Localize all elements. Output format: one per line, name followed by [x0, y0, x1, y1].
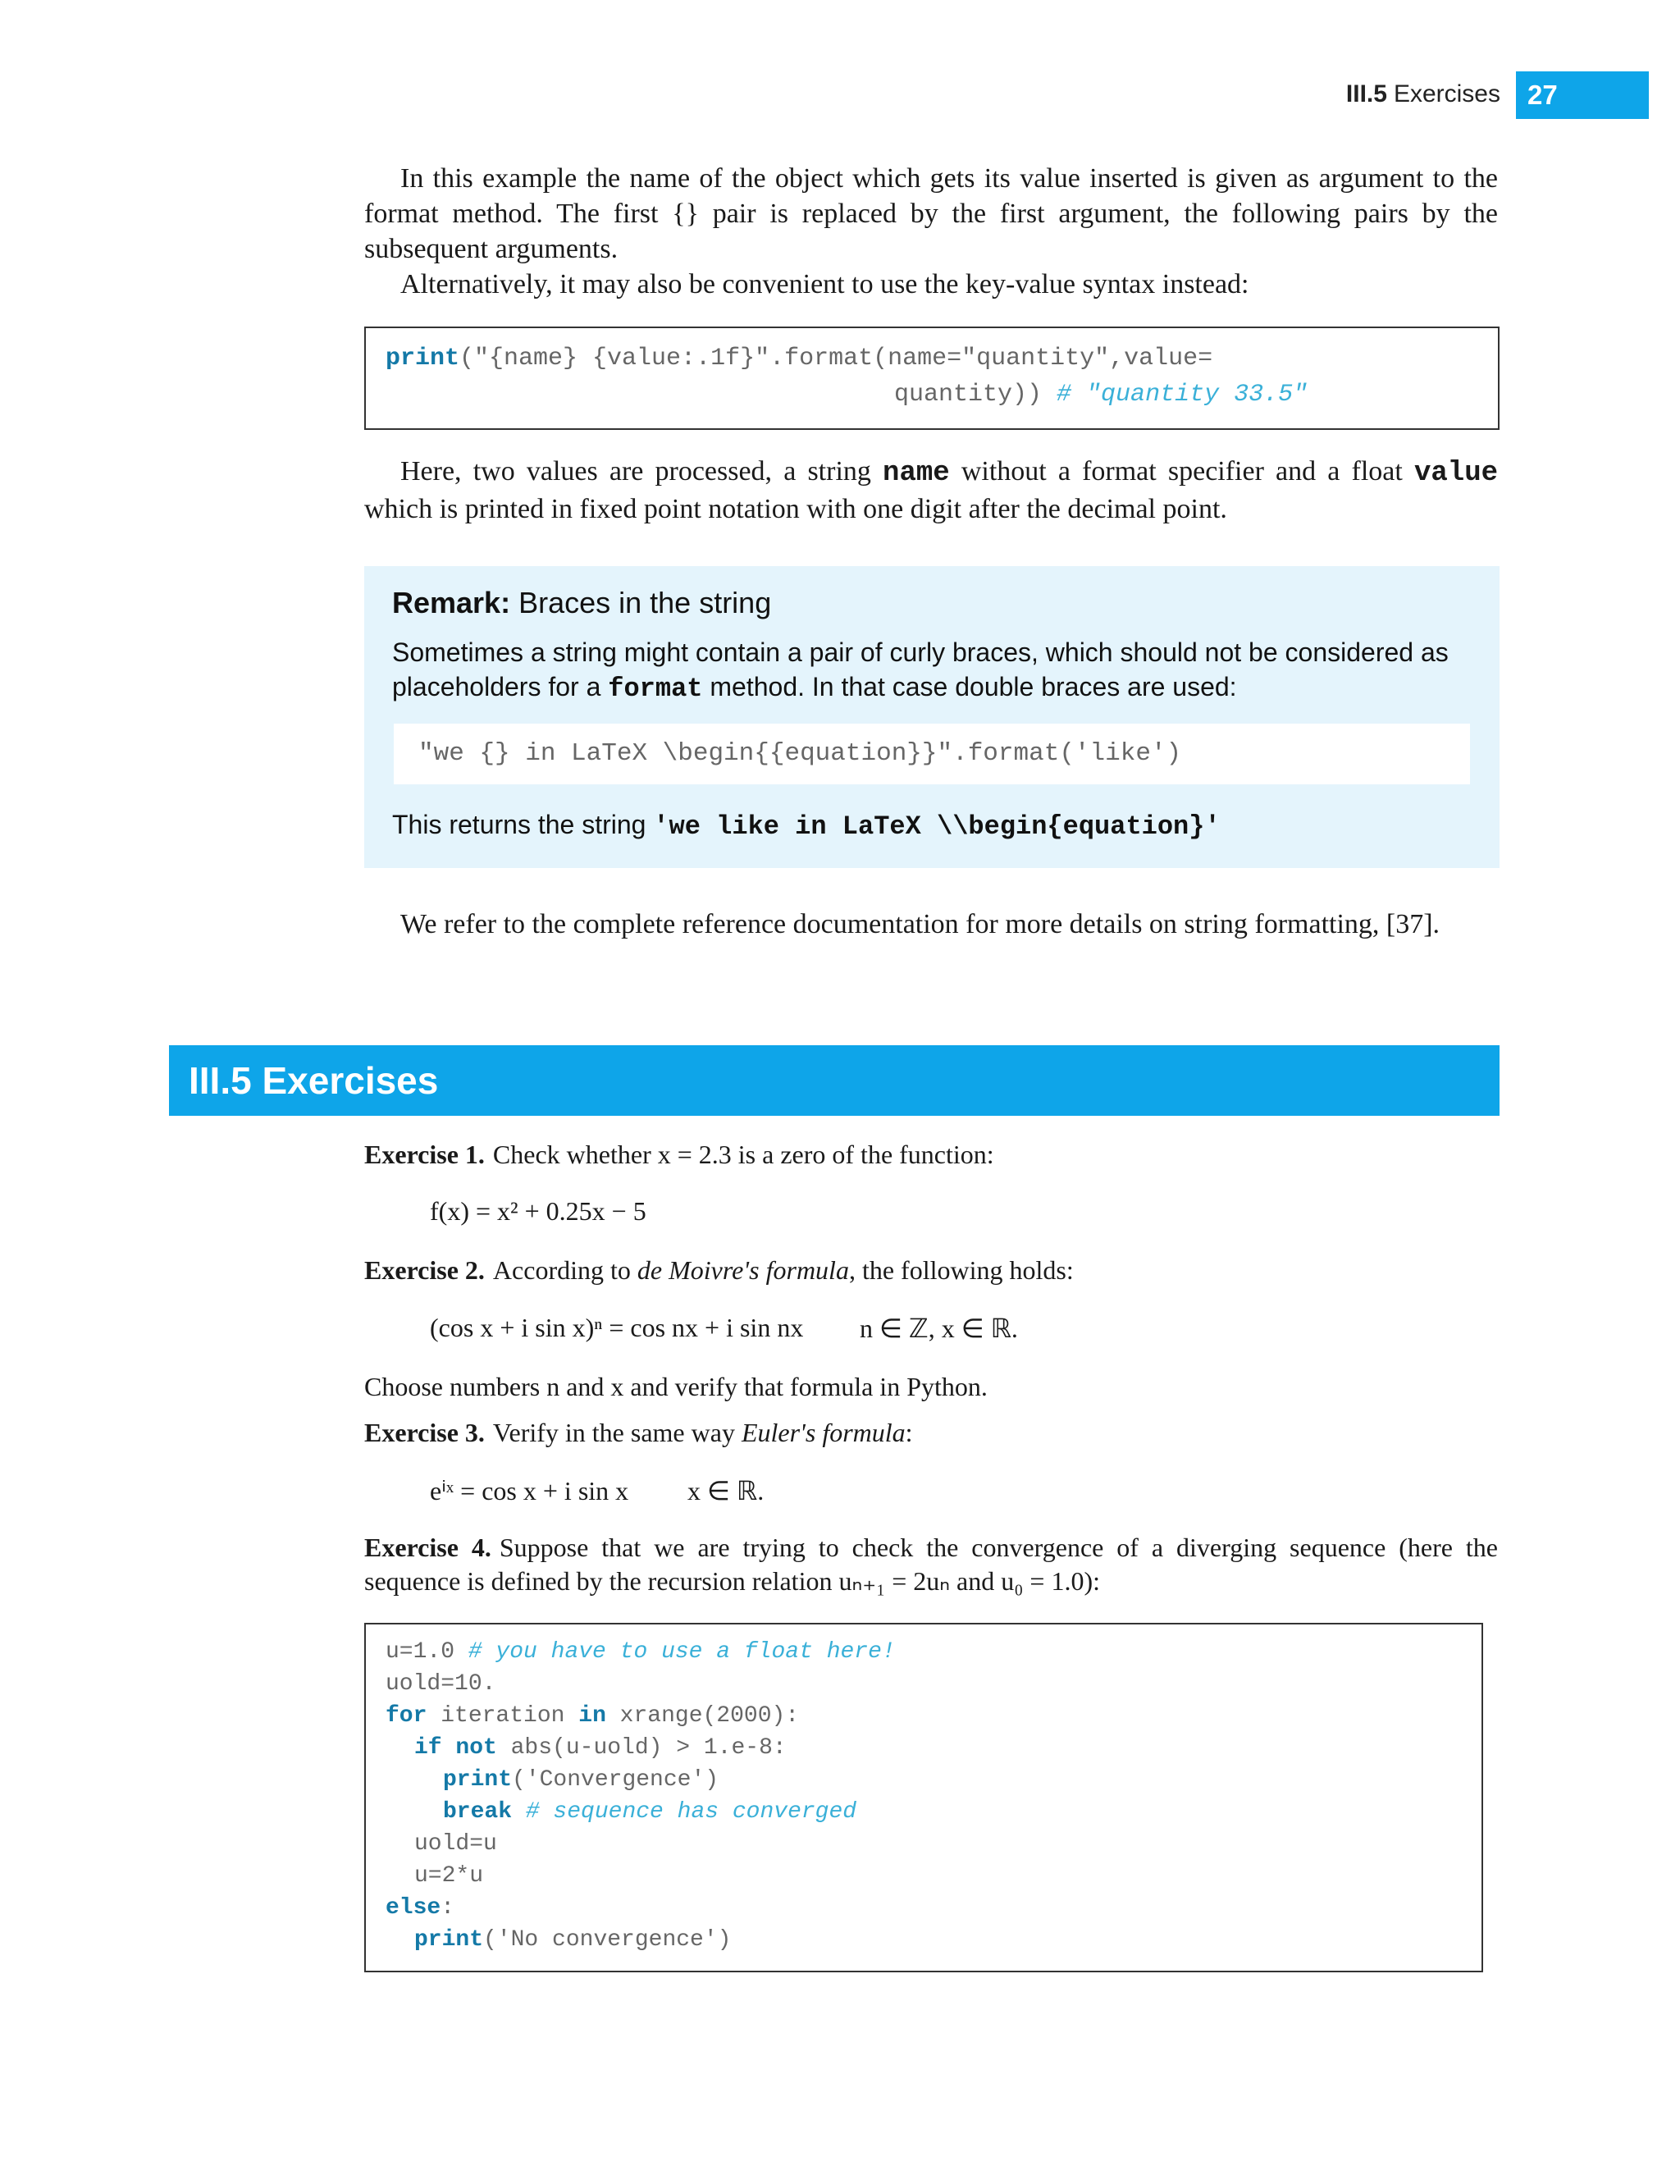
exercise-2-domain: n ∈ ℤ, x ∈ ℝ.: [860, 1314, 1018, 1343]
remark-text-1: Sometimes a string might contain a pair of curly braces, which should not be considered as placeholders for a: [392, 637, 1449, 701]
exercise-4: [364, 1531, 1498, 1598]
code2-l9-rest: :: [441, 1895, 455, 1921]
code-keyword-print: print: [386, 345, 460, 372]
code2-l4-rest: abs(u-uold) > 1.e-8:: [496, 1735, 787, 1761]
code2-l9-kw: else: [386, 1895, 441, 1921]
code2-l4-kw: if not: [414, 1735, 497, 1761]
exercise-3-text-a: Verify in the same way: [492, 1418, 742, 1447]
code-block-convergence: [364, 1623, 1483, 1972]
remark-box: [364, 566, 1500, 868]
code2-line-2: uold=10.: [386, 1671, 496, 1697]
remark-text: [392, 635, 1475, 706]
code2-l3-kw2: in: [578, 1703, 606, 1729]
code2-line-3: [386, 1700, 799, 1732]
explain-value-code: value: [1413, 458, 1499, 489]
exercise-2-formula: (cos x + i sin x)ⁿ = cos nx + i sin nx: [430, 1313, 804, 1342]
remark-returns-code: 'we like in LaTeX \\begin{equation}': [653, 811, 1221, 842]
reference-paragraph: [364, 907, 1498, 942]
reference-text: We refer to the complete reference documentation for more details on string formatting, [37].: [400, 909, 1440, 939]
exercise-1-label: Exercise 1.: [364, 1140, 485, 1169]
remark-label: Remark:: [392, 586, 511, 619]
code2-l6-comment: # sequence has converged: [512, 1799, 857, 1825]
intro-paragraph-1-text: In this example the name of the object which gets its value inserted is given as argument to the format method. The first {} pair is replaced by the first argument, the following pairs by the subsequent arguments.: [364, 163, 1498, 264]
code2-l5-rest: ('Convergence'): [512, 1767, 719, 1793]
remark-format-code: format: [608, 674, 703, 704]
code2-l6-kw: break: [443, 1799, 513, 1825]
header-section-number: III.5: [1345, 80, 1387, 107]
code2-l3-kw: for: [386, 1703, 427, 1729]
code2-l10-rest: ('No convergence'): [483, 1927, 732, 1953]
exercise-3-emphasis: Euler's formula: [741, 1418, 906, 1447]
exercise-1-formula: f(x) = x² + 0.25x − 5: [430, 1196, 646, 1226]
section-title: III.5 Exercises: [189, 1059, 439, 1102]
code2-line-1: [386, 1636, 896, 1668]
exercise-4-label: Exercise 4.: [364, 1533, 491, 1562]
remark-text-2: method. In that case double braces are used:: [702, 672, 1237, 701]
exercise-3-text-b: :: [905, 1418, 913, 1447]
exercise-2-followup: Choose numbers n and x and verify that formula in Python.: [364, 1372, 988, 1401]
code-line-1-rest: ("{name} {value:.1f}".format(name="quantity",value=: [459, 345, 1213, 372]
exercise-3-label: Exercise 3.: [364, 1418, 485, 1447]
exercise-2-text-b: , the following holds:: [848, 1255, 1074, 1285]
code2-l3-a: iteration: [427, 1703, 579, 1729]
code2-l5-kw: print: [443, 1767, 513, 1793]
exercise-4-text: Suppose that we are trying to check the convergence of a diverging sequence (here the sequence is defined by the recursion relation uₙ₊₁ = 2uₙ and u₀ = 1.0):: [364, 1533, 1499, 1596]
code-block-format: [364, 327, 1500, 430]
code2-line-4: [414, 1732, 787, 1764]
code-line-1: [386, 343, 1212, 375]
running-header: [1346, 80, 1500, 108]
code2-l10-kw: print: [414, 1927, 484, 1953]
exercise-3: [364, 1416, 1498, 1450]
exercise-2-emphasis: de Moivre's formula: [637, 1255, 849, 1285]
section-heading-bar: [169, 1045, 1500, 1116]
code-line-2: [894, 379, 1308, 411]
code2-line-6: [443, 1796, 856, 1828]
explain-text-1: Here, two values are processed, a string: [400, 456, 883, 487]
page-number: 27: [1516, 71, 1649, 119]
code2-line-9: [386, 1892, 454, 1924]
remark-title: Braces in the string: [518, 586, 772, 619]
exercise-3-formula: eⁱˣ = cos x + i sin x: [430, 1476, 629, 1505]
explain-text-3: which is printed in fixed point notation with one digit after the decimal point.: [364, 494, 1227, 524]
remark-returns-text: This returns the string: [392, 810, 654, 839]
code2-line-7: uold=u: [414, 1831, 497, 1857]
code2-l1-code: u=1.0: [386, 1639, 468, 1665]
explain-name-code: name: [883, 458, 950, 489]
code2-line-10: [414, 1924, 731, 1956]
intro-paragraph-2: [364, 267, 1498, 302]
code-line-2-code: quantity)): [894, 381, 1043, 409]
code2-l3-b: xrange(2000):: [605, 1703, 800, 1729]
remark-returns: [392, 807, 1475, 844]
code2-line-5: [443, 1764, 719, 1796]
remark-heading: [392, 586, 771, 620]
remark-code-block: "we {} in LaTeX \begin{{equation}}".format('like'): [394, 724, 1470, 784]
intro-paragraph-2-text: Alternatively, it may also be convenient to use the key-value syntax instead:: [400, 269, 1249, 299]
header-section-name: Exercises: [1393, 80, 1500, 107]
intro-paragraph-1: [364, 161, 1498, 267]
explanation-paragraph: [364, 454, 1498, 527]
exercise-1-text: Check whether x = 2.3 is a zero of the function:: [492, 1140, 994, 1169]
code-comment: # "quantity 33.5": [1057, 381, 1308, 409]
code2-l1-comment: # you have to use a float here!: [468, 1639, 896, 1665]
exercise-2-text-a: According to: [492, 1255, 637, 1285]
exercise-2: [364, 1254, 1498, 1287]
explain-text-2: without a format specifier and a float: [949, 456, 1414, 487]
exercise-1: [364, 1138, 1498, 1172]
exercise-2-label: Exercise 2.: [364, 1255, 485, 1285]
exercise-3-domain: x ∈ ℝ.: [687, 1476, 765, 1505]
code2-line-8: u=2*u: [414, 1863, 484, 1889]
